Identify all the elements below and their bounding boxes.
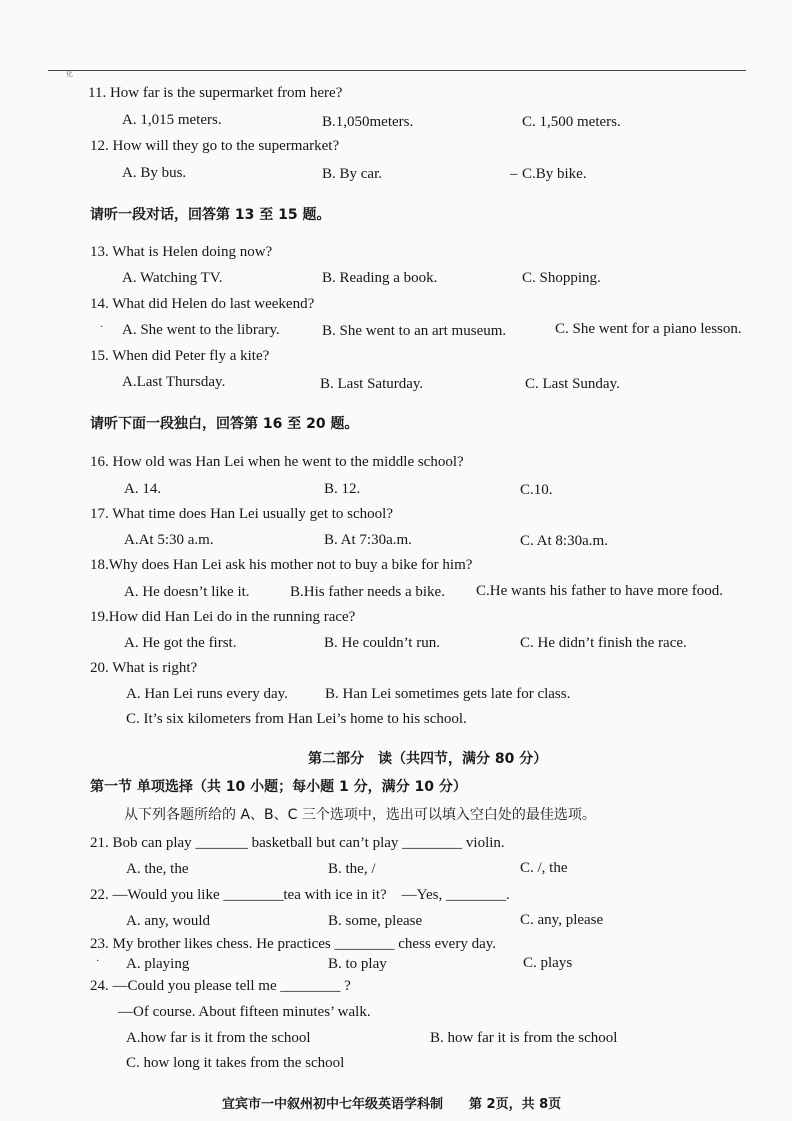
stray-dot: · [96, 956, 100, 967]
q12-option-b: B. By car. [322, 166, 382, 182]
q16-option-b: B. 12. [324, 481, 361, 497]
q13-option-b: B. Reading a book. [322, 270, 438, 286]
q14-option-a: A. She went to the library. [122, 322, 280, 338]
q20-option-a: A. Han Lei runs every day. [126, 686, 288, 702]
q21-option-c: C. /, the [520, 860, 568, 876]
q14-option-c: C. She went for a piano lesson. [555, 321, 742, 337]
q16-option-a: A. 14. [124, 481, 162, 497]
top-rule [48, 70, 746, 71]
part2-title: 第二部分 读（共四节，满分 80 分） [308, 751, 548, 767]
q19-option-b: B. He couldn’t run. [324, 635, 440, 651]
q24-option-a: A.how far is it from the school [126, 1030, 311, 1046]
q22-stem: 22. —Would you like ________tea with ice in it? —Yes, ________. [90, 887, 510, 903]
q18-stem: 18.Why does Han Lei ask his mother not to buy a bike for him? [90, 557, 473, 573]
q14-stem: 14. What did Helen do last weekend? [90, 296, 315, 312]
q18-option-c: C.He wants his father to have more food. [476, 583, 724, 599]
q12-stem: 12. How will they go to the supermarket? [90, 138, 340, 154]
q11-option-a: A. 1,015 meters. [122, 112, 222, 128]
q13-stem: 13. What is Helen doing now? [90, 244, 273, 260]
q24-reply: —Of course. About fifteen minutes’ walk. [118, 1004, 371, 1020]
q21-stem: 21. Bob can play _______ basketball but can’t play ________ violin. [90, 835, 505, 851]
q23-stem: 23. My brother likes chess. He practices ________ chess every day. [90, 936, 496, 952]
q22-option-b: B. some, please [328, 913, 423, 929]
q17-stem: 17. What time does Han Lei usually get to school? [90, 506, 393, 522]
section1-title: 第一节 单项选择（共 10 小题；每小题 1 分，满分 10 分） [90, 779, 467, 795]
q17-option-b: B. At 7:30a.m. [324, 532, 412, 548]
q11-option-b: B.1,050meters. [322, 114, 414, 130]
q21-option-b: B. the, / [328, 861, 376, 877]
q20-option-b: B. Han Lei sometimes gets late for class. [325, 686, 571, 702]
q24-stem: 24. —Could you please tell me ________ ? [90, 978, 351, 994]
q15-option-b: B. Last Saturday. [320, 376, 424, 392]
q13-option-a: A. Watching TV. [122, 270, 223, 286]
q22-option-a: A. any, would [126, 913, 211, 929]
q21-option-a: A. the, the [126, 861, 189, 877]
q17-option-c: C. At 8:30a.m. [520, 533, 608, 549]
q24-option-c: C. how long it takes from the school [126, 1055, 345, 1071]
q18-option-b: B.His father needs a bike. [290, 584, 445, 600]
q11-stem: 11. How far is the supermarket from here? [88, 85, 343, 101]
q23-option-c: C. plays [523, 955, 573, 971]
stray-dot: · [100, 322, 104, 333]
q19-option-a: A. He got the first. [124, 635, 237, 651]
q19-stem: 19.How did Han Lei do in the running race? [90, 609, 356, 625]
q20-option-c: C. It’s six kilometers from Han Lei’s home to his school. [126, 711, 467, 727]
q16-stem: 16. How old was Han Lei when he went to the middle school? [90, 454, 464, 470]
section-heading-16-20: 请听下面一段独白，回答第 16 至 20 题。 [90, 416, 359, 432]
q14-option-b: B. She went to an art museum. [322, 323, 507, 339]
page-footer: 宜宾市一中叙州初中七年级英语学科制 第 2页，共 8页 [222, 1097, 562, 1112]
corner-mark: 化 [66, 70, 73, 78]
q19-option-c: C. He didn’t finish the race. [520, 635, 687, 651]
q17-option-a: A.At 5:30 a.m. [124, 532, 214, 548]
q22-option-c: C. any, please [520, 912, 604, 928]
section1-instructions: 从下列各题所给的 A、B、C 三个选项中，选出可以填入空白处的最佳选项。 [124, 807, 596, 823]
q24-option-b: B. how far it is from the school [430, 1030, 618, 1046]
q12-option-c-dash: – [510, 166, 518, 182]
q15-option-a: A.Last Thursday. [122, 374, 226, 390]
section-heading-13-15: 请听一段对话，回答第 13 至 15 题。 [90, 207, 331, 223]
q12-option-a: A. By bus. [122, 165, 187, 181]
q23-option-a: A. playing [126, 956, 190, 972]
q15-option-c: C. Last Sunday. [525, 376, 620, 392]
q20-stem: 20. What is right? [90, 660, 198, 676]
q16-option-c: C.10. [520, 482, 553, 498]
q23-option-b: B. to play [328, 956, 387, 972]
q15-stem: 15. When did Peter fly a kite? [90, 348, 270, 364]
q13-option-c: C. Shopping. [522, 270, 601, 286]
q11-option-c: C. 1,500 meters. [522, 114, 621, 130]
q12-option-c: C.By bike. [522, 166, 587, 182]
q18-option-a: A. He doesn’t like it. [124, 584, 250, 600]
